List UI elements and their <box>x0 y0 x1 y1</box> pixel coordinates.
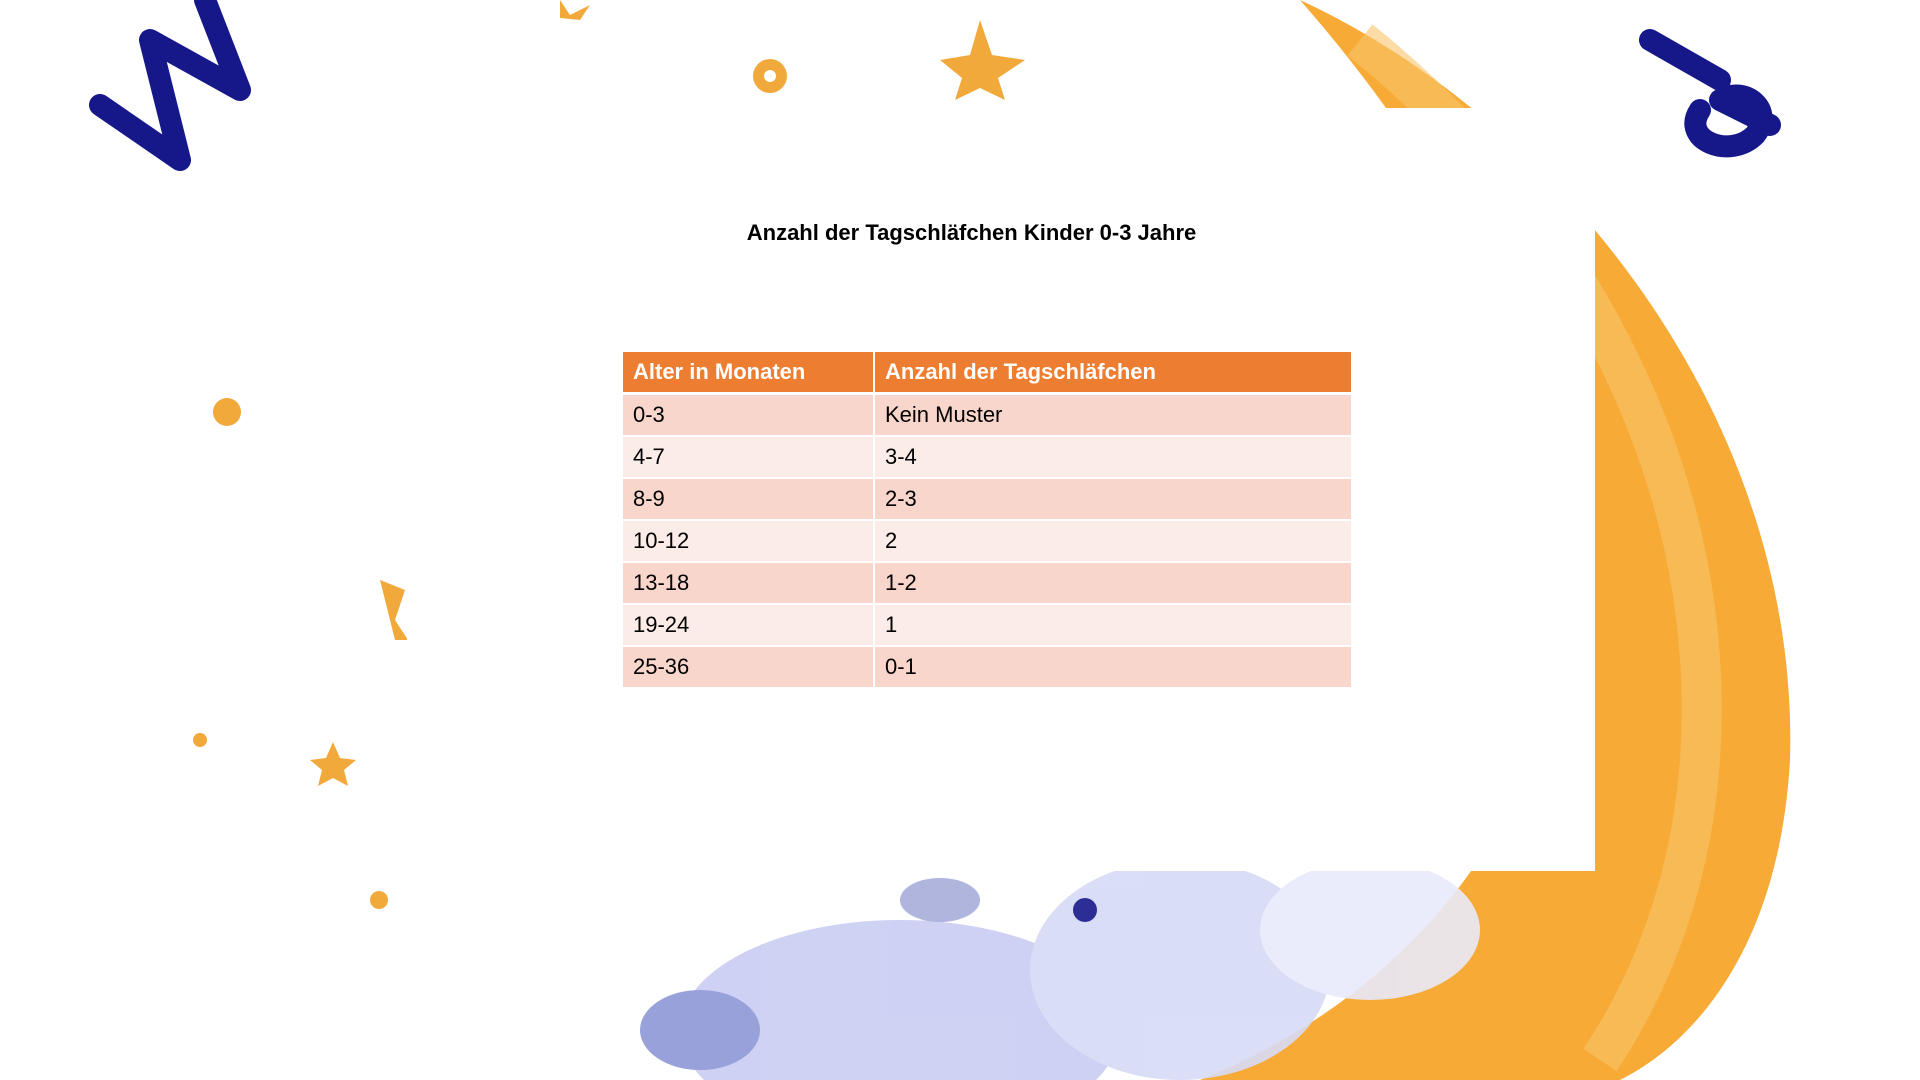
table-row <box>623 562 1352 604</box>
cell-age: 4-7 <box>623 436 874 478</box>
cell-naps: 1 <box>874 604 1352 646</box>
dot-icon <box>213 398 241 426</box>
star-icon <box>940 20 1025 100</box>
dot-icon <box>370 891 388 909</box>
cell-naps: 0-1 <box>874 646 1352 688</box>
star-icon <box>560 0 590 20</box>
star-icon <box>310 742 356 786</box>
table-row <box>623 478 1352 520</box>
cell-naps: Kein Muster <box>874 394 1352 437</box>
column-header-naps: Anzahl der Tagschläfchen <box>874 352 1352 394</box>
cell-naps: 2 <box>874 520 1352 562</box>
table-row <box>623 646 1352 688</box>
cell-naps: 3-4 <box>874 436 1352 478</box>
cell-age: 25-36 <box>623 646 874 688</box>
cell-age: 8-9 <box>623 478 874 520</box>
cell-age: 0-3 <box>623 394 874 437</box>
cell-naps: 1-2 <box>874 562 1352 604</box>
dot-icon <box>193 733 207 747</box>
column-header-age: Alter in Monaten <box>623 352 874 394</box>
cell-age: 10-12 <box>623 520 874 562</box>
cell-age: 13-18 <box>623 562 874 604</box>
table-row <box>623 394 1352 437</box>
cell-age: 19-24 <box>623 604 874 646</box>
nap-count-table <box>623 352 1353 689</box>
table-header-row <box>623 352 1352 394</box>
document-title: Anzahl der Tagschläfchen Kinder 0-3 Jahre <box>746 220 1197 245</box>
table-row <box>623 520 1352 562</box>
table-row <box>623 436 1352 478</box>
table-row <box>623 604 1352 646</box>
cell-naps: 2-3 <box>874 478 1352 520</box>
